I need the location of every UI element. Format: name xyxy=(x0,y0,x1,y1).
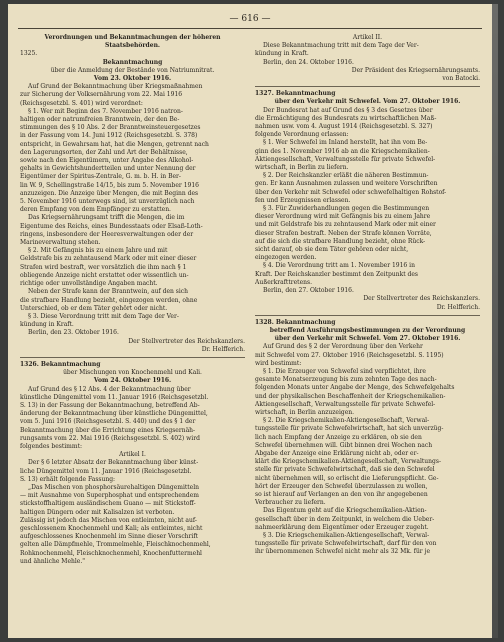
text-line: 1325. xyxy=(20,50,38,58)
text-line: geschlossenem Knochenmehl und Kali; als entleimtes, nicht xyxy=(20,524,203,532)
text-line: aufgeschlossenes Knochenmehl im Sinne dieser Vorschrift xyxy=(20,533,198,541)
text-line: Rohknochenmehl, Fleischknochenmehl, Knochenfuttermehl xyxy=(20,549,202,557)
text-line: dieser Verordnung wird mit Gefängnis bis zu einem Jahre xyxy=(255,213,431,221)
text-line: Auf Grund des § 12 Abs. 4 der Bekanntmachung über xyxy=(28,385,191,393)
right-column xyxy=(255,34,480,557)
text-line: änderung der Bekanntmachung über künstliche Düngemittel, xyxy=(20,410,208,418)
text-line: anzuzeigen. Die Anzeige über Mengen, die mit Beginn des xyxy=(20,189,199,197)
text-line: und der physikalischen Beschaffenheit der Kriegschemikalien- xyxy=(255,392,446,400)
text-line: Dr. Helfferich. xyxy=(436,303,480,311)
text-line: tungsstelle für private Schwefelwirtschaft, hat sich unverzüg- xyxy=(255,425,444,433)
text-line: Bekanntmachung über die Errichtung eines Kriegsernäh- xyxy=(20,426,196,434)
text-line: lich nach Empfang der Anzeige zu erklären, ob sie den xyxy=(255,433,422,441)
text-line: den Lagerungsorten, der Zahl und Art der Behältnisse, xyxy=(20,148,188,156)
text-line: Der Präsident des Kriegsernährungsamts. xyxy=(351,66,480,74)
text-line: Artikel I. xyxy=(119,451,146,459)
text-line: liche Düngemittel vom 11. Januar 1916 (Reichsgesetzbl. xyxy=(20,467,192,475)
text-line: stimmungen des § 10 Abs. 2 der Branntweinsteuergesetzes xyxy=(20,124,201,132)
text-line: Artikel II. xyxy=(352,34,383,41)
text-line: § 1. Die Erzeuger von Schwefel sind verpflichtet, ihre xyxy=(263,367,426,375)
text-line: Berlin, den 23. Oktober 1916. xyxy=(28,329,119,337)
text-line: über die Anmeldung der Bestände von Natriumnitrat. xyxy=(50,66,215,74)
text-line: Vom 24. Oktober 1916. xyxy=(93,377,172,385)
text-line: folgendes bestimmt: xyxy=(20,442,82,450)
text-line: Berlin, den 27. Oktober 1916. xyxy=(263,287,354,295)
text-line: deren Empfang von dem Empfänger zu erstatten. xyxy=(20,206,171,214)
text-line: vom 5. Juni 1916 (Reichsgesetzbl. S. 440) und des § 1 der xyxy=(20,418,196,426)
text-line: klärt die Kriegschemikalien-Aktiengesellschaft, Verwaltungs- xyxy=(255,458,441,466)
page-number: — 616 — xyxy=(229,14,271,24)
text-line: § 1. Wer mit Beginn des 7. November 1916 natron- xyxy=(28,107,183,115)
text-line: und mit Geldstrafe bis zu zehntausend Mark oder mit einer xyxy=(255,221,436,229)
text-line: obliegende Anzeige nicht erstattet oder wissentlich un- xyxy=(20,271,189,279)
text-line: Marineverwaltung stehen. xyxy=(20,239,101,247)
text-line: die Ermächtigung des Bundesrats zu wirtschaftlichen Maß- xyxy=(255,114,437,122)
text-line: Eigentümer der Spiritus-Zentrale, G. m. b. H. in Ber- xyxy=(20,173,181,181)
text-line: Vom 23. Oktober 1916. xyxy=(93,75,172,83)
text-line: Aktiengesellschaft, Verwaltungsstelle für private Schwefel- xyxy=(255,400,436,408)
text-line: Staatsbehörden. xyxy=(104,42,161,50)
text-line: Verordnungen und Bekanntmachungen der höheren xyxy=(44,34,221,41)
text-line: gehalts in Gewichtshundertteilen und unter Nennung der xyxy=(20,165,196,173)
section-divider xyxy=(20,357,245,358)
text-line: rungsamts vom 22. Mai 1916 (Reichsgesetzbl. S. 402) wird xyxy=(20,434,200,442)
text-line: folgenden Monats unter Angabe der Menge, des Schwefelgehalts xyxy=(255,384,455,392)
text-line: stickstoffhaltigem ausländischem Guano — mit Stickstoff- xyxy=(20,500,196,508)
text-line: von Batocki. xyxy=(442,75,480,83)
text-line: S. 13) erhält folgende Fassung: xyxy=(20,475,116,483)
text-line: entspricht, in Gewahrsam hat, hat die Mengen, getrennt nach xyxy=(20,140,209,148)
text-line: § 3. Für Zuwiderhandlungen gegen die Bestimmungen xyxy=(263,205,430,213)
section-divider xyxy=(255,86,480,87)
text-line: wirtschaft, in Berlin zu liefern. xyxy=(255,164,349,172)
text-line: sicht darauf, ob sie dem Täter gehören oder nicht, xyxy=(255,246,409,254)
text-line: nahmen usw. vom 4. August 1914 (Reichsgesetzbl. S. 327) xyxy=(255,123,433,131)
text-line: richtige oder unvollständige Angaben macht. xyxy=(20,280,158,288)
text-line: Der Stellvertreter des Reichskanzlers. xyxy=(363,295,480,303)
text-line: Diese Bekanntmachung tritt mit dem Tage der Ver- xyxy=(263,42,419,50)
text-line: Kraft. Der Reichskanzler bestimmt den Zeitpunkt des xyxy=(255,270,418,278)
text-line: Der Bundesrat hat auf Grund des § 3 des Gesetzes über xyxy=(263,106,433,114)
text-line: gelten alle Dämpfmehle, Trommelmehle, Fleischknochenmehl, xyxy=(20,541,211,549)
text-line: in der Fassung vom 14. Juni 1912 (Reichsgesetzbl. S. 378) xyxy=(20,132,198,140)
left-column xyxy=(20,34,245,566)
text-line: Der Stellvertreter des Reichskanzlers. xyxy=(128,337,245,345)
text-line: über den Verkehr mit Schwefel. Vom 27. Oktober 1916. xyxy=(274,98,461,106)
text-line: Der § 6 letzter Absatz der Bekanntmachung über künst- xyxy=(28,459,199,467)
text-line: haltigen oder natrumfreien Branntwein, der den Be- xyxy=(20,116,180,124)
text-line: Dr. Helfferich. xyxy=(201,345,245,353)
section-divider xyxy=(255,315,480,316)
text-line: betreffend Ausführungsbestimmungen zu der Verordnung xyxy=(269,326,466,334)
text-line: wird bestimmt: xyxy=(255,359,302,367)
text-line: Geldstrafe bis zu zehntausend Mark oder mit einer dieser xyxy=(20,255,197,263)
text-line: über den Verkehr mit Schwefel oder schwefelhaltigen Rohstof- xyxy=(255,188,447,196)
text-line: ginn des 1. November 1916 ab an die Kriegschemikalien- xyxy=(255,147,430,155)
document-page xyxy=(8,4,498,638)
text-line: Eigentume des Reichs, eines Bundesstaats oder Elsaß-Loth- xyxy=(20,222,203,230)
text-line: gesellschaft über in dem Zeitpunkt, in welchem die Ueber- xyxy=(255,515,435,523)
text-line: gesamte Monatserzeugung bis zum zehnten Tage des nach- xyxy=(255,376,437,384)
text-line: stelle für private Schwefelwirtschaft, daß sie den Schwefel xyxy=(255,466,435,474)
text-line: Unterschied, ob er dem Täter gehört oder nicht. xyxy=(20,304,168,312)
text-line: folgende Verordnung erlassen: xyxy=(255,131,349,139)
text-line: 1327. Bekanntmachung xyxy=(255,90,336,98)
text-line: künstliche Düngemittel vom 11. Januar 1916 (Reichsgesetzbl. xyxy=(20,393,209,401)
text-line: 5. November 1916 unterwegs sind, ist unverzüglich nach xyxy=(20,198,195,206)
text-line: Auf Grund des § 2 der Verordnung über den Verkehr xyxy=(263,343,423,351)
text-line: über den Verkehr mit Schwefel. Vom 27. Oktober 1916. xyxy=(274,335,461,343)
text-line: § 1. Wer Schwefel im Inland herstellt, hat ihn vom Be- xyxy=(263,139,428,147)
page-binding-edge xyxy=(492,4,498,638)
text-line: § 2. Mit Gefängnis bis zu einem Jahre und mit xyxy=(28,247,168,255)
text-line: auf die sich die strafbare Handlung bezieht, ohne Rück- xyxy=(255,237,426,245)
text-line: § 2. Der Reichskanzler erläßt die näheren Bestimmun- xyxy=(263,172,429,180)
text-line: ringens, insbesondere der Heeresverwaltungen oder der xyxy=(20,230,194,238)
text-line: sowie nach den Eigentümern, unter Angabe des Alkohol- xyxy=(20,157,194,165)
text-line: Das Eigentum geht auf die Kriegschemikalien-Aktien- xyxy=(263,507,427,515)
text-line: Außerkrafttretens. xyxy=(255,278,312,286)
text-line: nicht übernehmen will, so erlischt die Lieferungspflicht. Ge- xyxy=(255,474,439,482)
text-line: 1326. Bekanntmachung xyxy=(20,360,101,368)
text-line: tungsstelle für private Schwefelwirtschaft, darf für den von xyxy=(255,540,437,548)
text-line: und ähnliche Mehle." xyxy=(20,557,85,565)
text-line: nahmeerklärung dem Eigentümer oder Erzeuger zugeht. xyxy=(255,523,429,531)
text-line: mit Schwefel vom 27. Oktober 1916 (Reichsgesetzbl. S. 1195) xyxy=(255,351,444,359)
text-line: haltigen Düngern oder mit Kalisalzen ist verboten. xyxy=(20,508,175,516)
text-line: Auf Grund der Bekanntmachung über Kriegsmaßnahmen xyxy=(28,83,203,91)
text-line: Abgabe der Anzeige eine Erklärung nicht ab, oder er- xyxy=(255,449,419,457)
text-line: eingezogen werden. xyxy=(255,254,317,262)
text-line: zur Sicherung der Volksernährung vom 22. Mai 1916 xyxy=(20,91,183,99)
text-line: ihr übernommenen Schwefel nicht mehr als 32 Mk. für je xyxy=(255,548,430,556)
text-line: Das Kriegsernährungsamt trifft die Mengen, die im xyxy=(28,214,185,222)
text-line: dieser Strafen bestraft. Neben der Strafe können Vorräte, xyxy=(255,229,432,237)
text-line: Zulässig ist jedoch das Mischen von entleimten, nicht auf- xyxy=(20,516,197,524)
text-line: Strafen wird bestraft, wer vorsätzlich die ihm nach § 1 xyxy=(20,263,187,271)
text-line: § 4. Die Verordnung tritt am 1. November 1916 in xyxy=(263,262,415,270)
text-line: kündung in Kraft. xyxy=(255,50,309,58)
text-line: S. 13) in der Fassung der Bekanntmachung, betreffend Ab- xyxy=(20,401,200,409)
text-line: gen. Er kann Ausnahmen zulassen und weitere Vorschriften xyxy=(255,180,438,188)
text-line: „Das Mischen von phosphorsäurehaltigen Düngemitteln xyxy=(28,483,200,491)
text-line: (Reichsgesetzbl. S. 401) wird verordnet: xyxy=(20,99,143,107)
text-line: die strafbare Handlung bezieht, eingezogen werden, ohne xyxy=(20,296,198,304)
text-line: über Mischungen von Knochenmehl und Kali. xyxy=(63,369,202,377)
text-line: wirtschaft, in Berlin anzuzeigen. xyxy=(255,408,355,416)
header-rule xyxy=(18,28,482,29)
text-line: Neben der Strafe kann der Branntwein, auf den sich xyxy=(28,288,189,296)
text-line: § 3. Die Kriegschemikalien-Aktiengesellschaft, Verwal- xyxy=(263,531,430,539)
text-line: Schwefel übernehmen will. Gibt binnen drei Wochen nach xyxy=(255,441,433,449)
text-line: Aktiengesellschaft, Verwaltungsstelle für private Schwefel- xyxy=(255,155,436,163)
text-line: fen und Erzeugnissen erlassen. xyxy=(255,196,351,204)
text-line: — mit Ausnahme von Superphosphat und entsprechendem xyxy=(20,492,199,500)
text-line: Berlin, den 24. Oktober 1916. xyxy=(263,58,354,66)
text-line: kündung in Kraft. xyxy=(20,321,74,329)
text-line: § 3. Diese Verordnung tritt mit dem Tage der Ver- xyxy=(28,312,179,320)
text-line: Bekanntmachung xyxy=(102,58,163,66)
text-line: 1328. Bekanntmachung xyxy=(255,318,336,326)
text-line: Verbraucher zu liefern. xyxy=(255,499,326,507)
text-line: lin W. 9, Schellingstraße 14/15, bis zum 5. November 1916 xyxy=(20,181,199,189)
text-line: hört der Erzeuger den Schwefel überzulassen zu wollen, xyxy=(255,482,428,490)
text-line: so ist hierauf auf Verlangen an den von ihr angegebenen xyxy=(255,490,428,498)
text-line: § 2. Die Kriegschemikalien-Aktiengesellschaft, Verwal- xyxy=(263,417,430,425)
